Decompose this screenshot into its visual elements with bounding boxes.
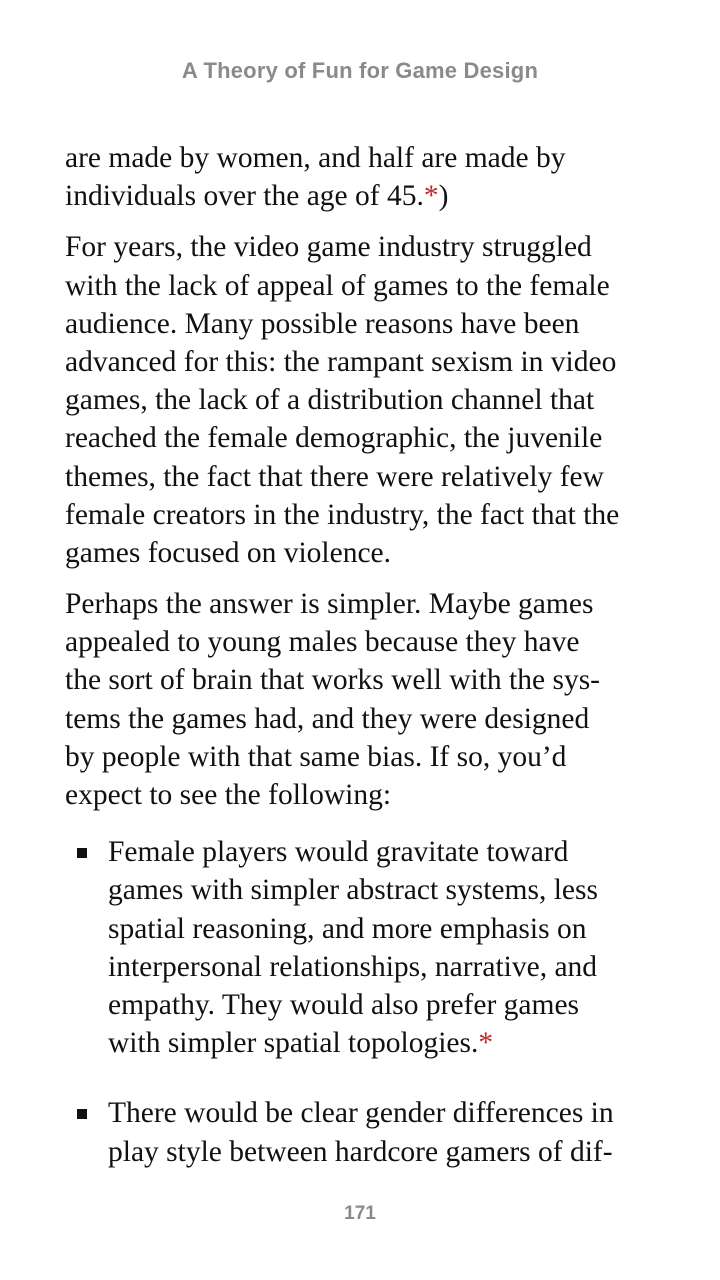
- text-line: spatial reasoning, and more emphasis on: [108, 912, 587, 945]
- footnote-link[interactable]: *: [478, 1027, 494, 1060]
- book-title: A Theory of Fun for Game Design: [181, 58, 539, 83]
- text-line: female creators in the industry, the fact that the: [65, 498, 620, 531]
- text-line: by people with that same bias. If so, you’d: [65, 740, 567, 773]
- text-line: Female players would gravitate toward: [108, 836, 569, 869]
- text-line: advanced for this: the rampant sexism in video: [65, 345, 617, 378]
- text-line: games, the lack of a distribution channel that: [65, 384, 595, 417]
- text-line: the sort of brain that works well with the sys-: [65, 664, 601, 697]
- text-line: games with simpler abstract systems, less: [108, 874, 598, 907]
- text-line: interpersonal relationships, narrative, and: [108, 950, 598, 983]
- square-bullet-icon: [77, 848, 87, 858]
- bullet-item: [65, 1094, 665, 1170]
- text-line: are made by women, and half are made by: [65, 142, 566, 174]
- text-line: appealed to young males because they have: [65, 626, 580, 659]
- text-line: with the lack of appeal of games to the female: [65, 269, 610, 302]
- paragraph-continued: [65, 139, 665, 215]
- footnote-link[interactable]: *: [423, 180, 439, 213]
- text-line: themes, the fact that there were relatively few: [65, 460, 604, 493]
- page-number: 171: [344, 1203, 376, 1224]
- bullet-item: [65, 833, 665, 1062]
- text-line: with simpler spatial topologies.: [108, 1027, 479, 1060]
- bullet-list: [65, 833, 665, 1171]
- text-line: individuals over the age of 45.: [65, 180, 424, 213]
- text-line: Perhaps the answer is simpler. Maybe games: [65, 588, 594, 621]
- closing-parenthesis: ): [438, 180, 449, 213]
- text-line-with-footnote: [108, 1024, 665, 1062]
- page-body: [65, 139, 665, 1171]
- text-line: expect to see the following:: [65, 779, 392, 811]
- text-line: reached the female demographic, the juvenile: [65, 422, 603, 455]
- paragraph: [65, 585, 665, 814]
- text-line: audience. Many possible reasons have been: [65, 307, 580, 340]
- text-line: games focused on violence.: [65, 536, 392, 569]
- text-line: empathy. They would also prefer games: [108, 988, 580, 1021]
- text-line-with-footnote: [65, 177, 665, 215]
- text-line: play style between hardcore gamers of dif-: [108, 1135, 613, 1168]
- text-line: For years, the video game industry struggled: [65, 231, 592, 264]
- text-line: There would be clear gender differences in: [108, 1097, 614, 1130]
- text-line: tems the games had, and they were designed: [65, 702, 590, 735]
- square-bullet-icon: [77, 1109, 87, 1119]
- paragraph: [65, 228, 665, 572]
